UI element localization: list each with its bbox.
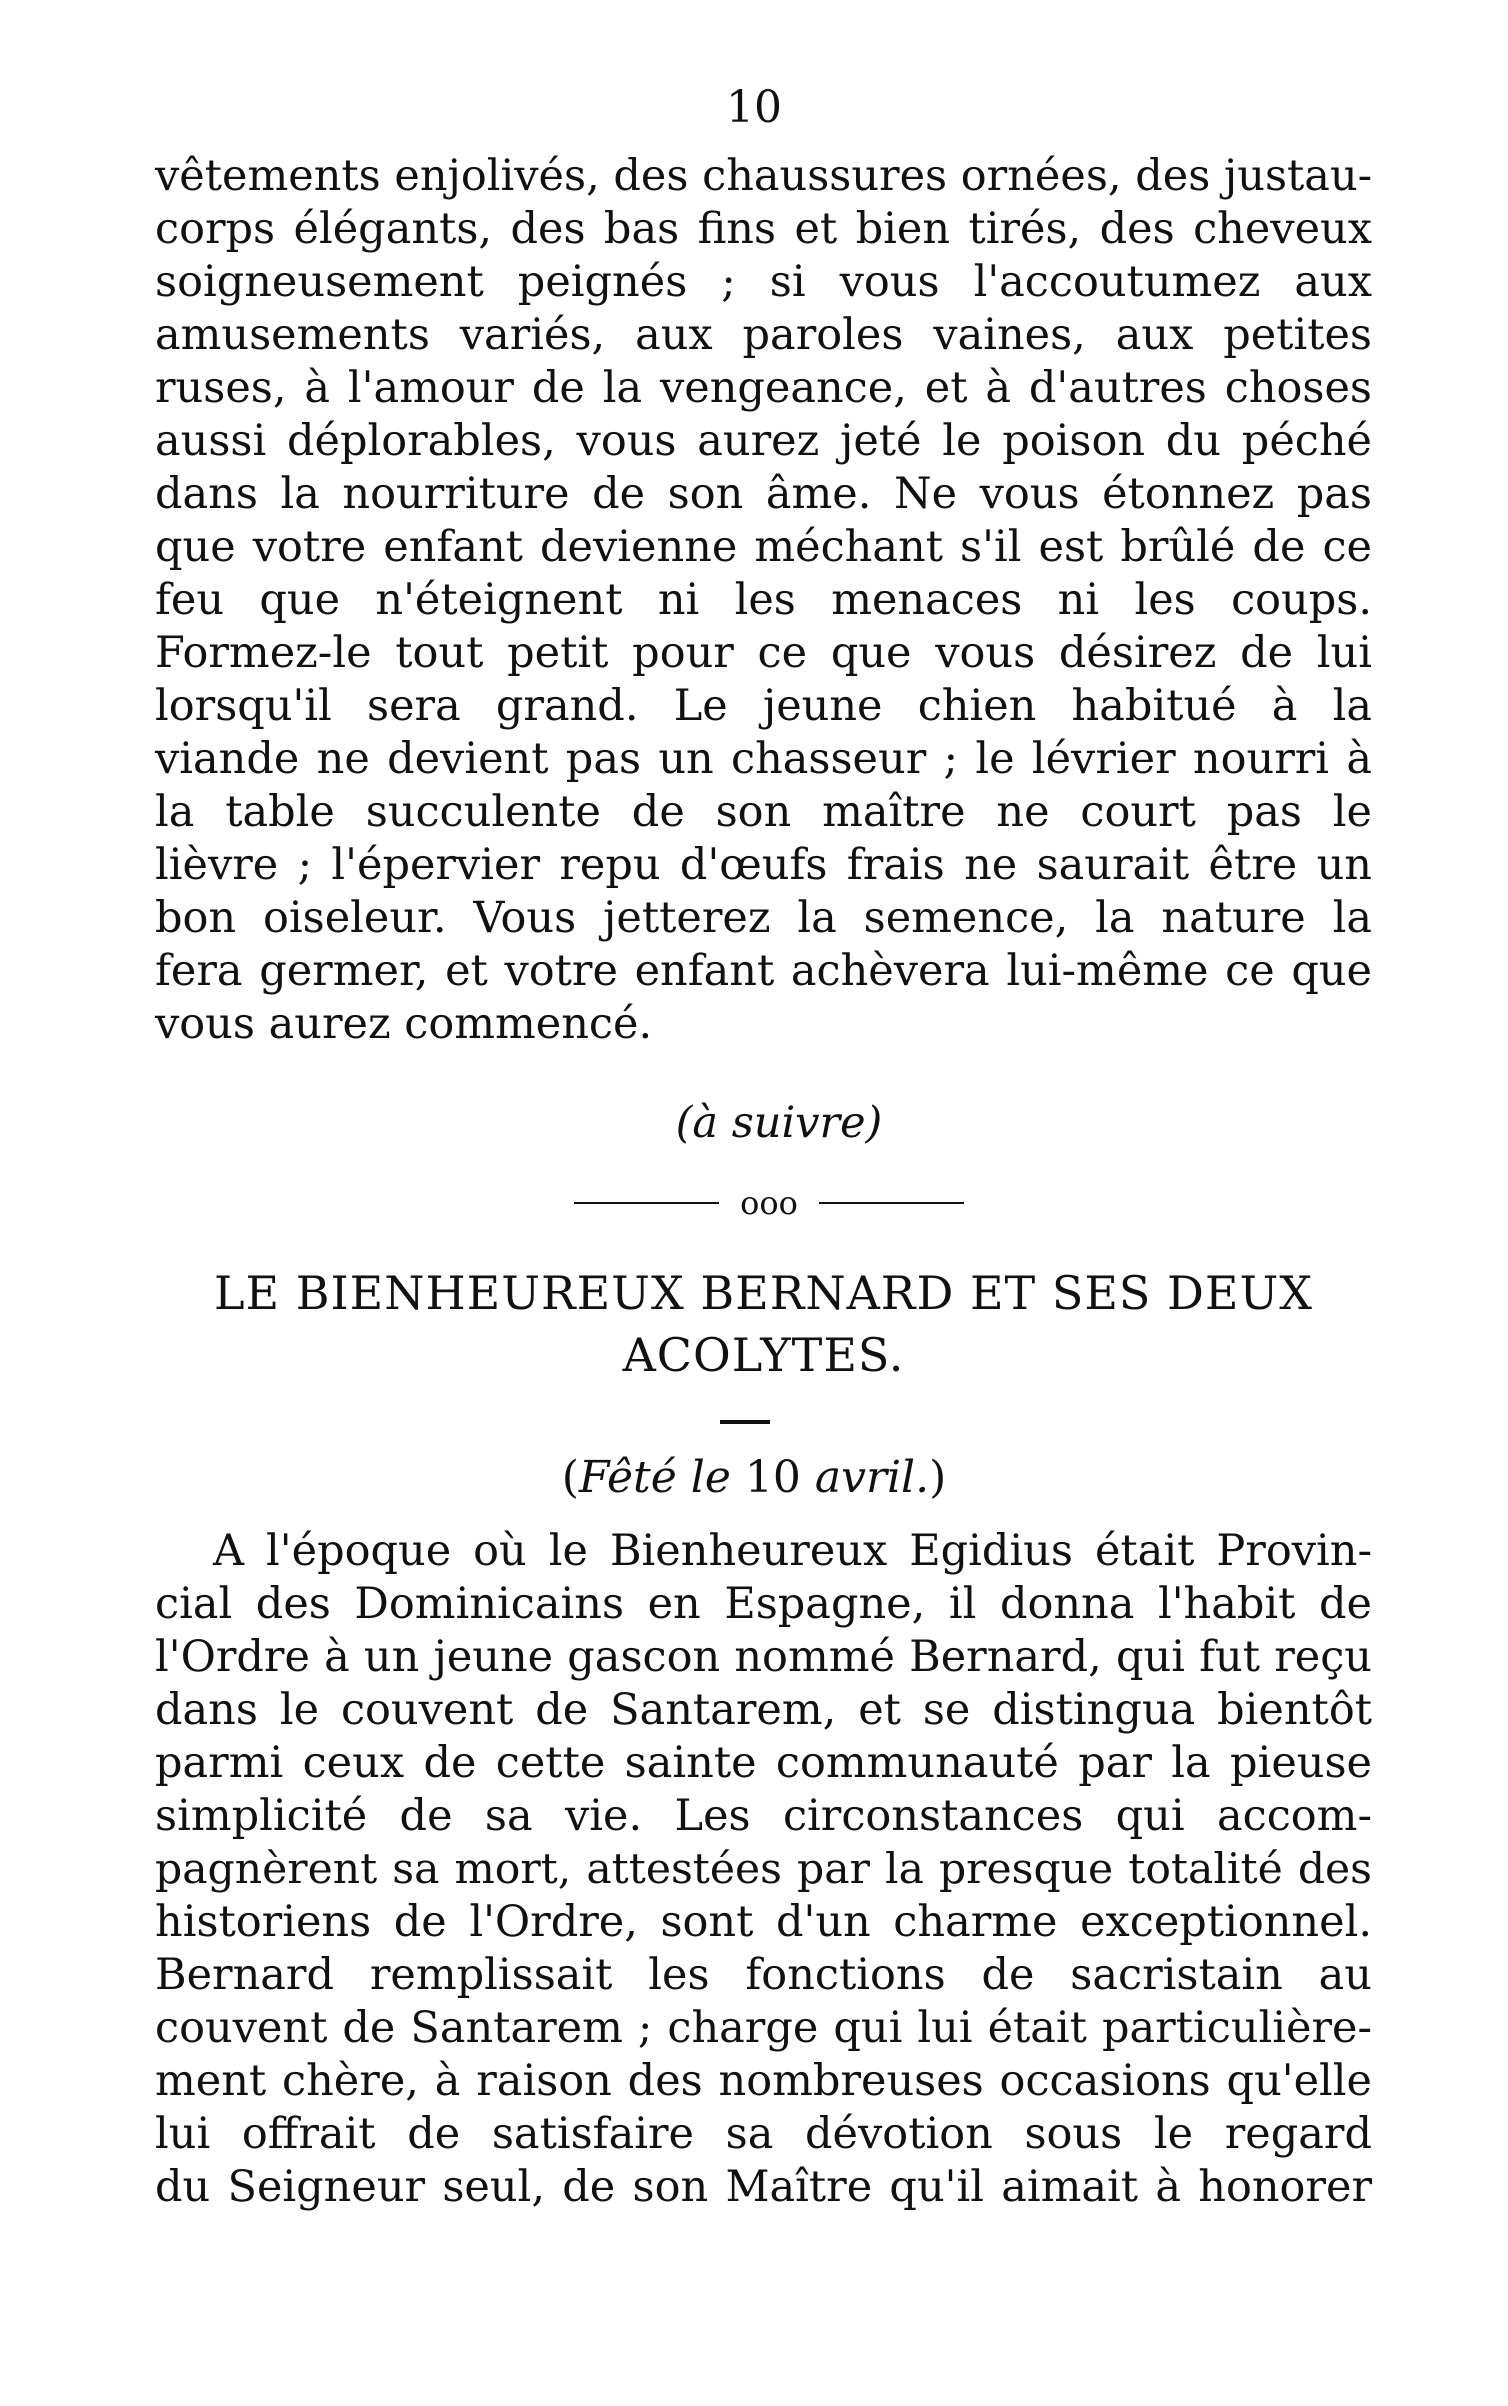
text-line: parmi ceux de cette sainte communauté par la pieuse <box>155 1738 1372 1788</box>
text-line: lorsqu'il sera grand. Le jeune chien habitué à la <box>155 681 1372 731</box>
feast-day-number: 10 <box>744 1452 801 1503</box>
text-line: Bernard remplissait les fonctions de sacristain au <box>155 1950 1372 2000</box>
section-separator <box>574 1183 964 1223</box>
separator-mark: ooo <box>740 1184 798 1222</box>
heading-line: LE BIENHEUREUX BERNARD ET SES DEUX <box>213 1266 1314 1320</box>
text-line: viande ne devient pas un chasseur ; le lévrier nourri à <box>155 734 1372 784</box>
text-line: cial des Dominicains en Espagne, il donna l'habit de <box>155 1579 1372 1629</box>
feast-label: Fêté le <box>578 1452 731 1503</box>
chapter-heading <box>155 1262 1372 1386</box>
text-line: que votre enfant devienne méchant s'il est brûlé de ce <box>155 522 1372 572</box>
text-line: amusements variés, aux paroles vaines, aux petites <box>155 310 1372 360</box>
text-line: lièvre ; l'épervier repu d'œufs frais ne saurait être un <box>155 840 1372 890</box>
text-line: l'Ordre à un jeune gascon nommé Bernard, qui fut reçu <box>155 1632 1372 1682</box>
text-line: dans le couvent de Santarem, et se distingua bientôt <box>155 1685 1372 1735</box>
text-line: historiens de l'Ordre, sont d'un charme exceptionnel. <box>155 1897 1372 1947</box>
heading-line: ACOLYTES. <box>622 1328 905 1382</box>
text-line: vêtements enjolivés, des chaussures ornées, des justau- <box>155 151 1373 201</box>
text-line: ruses, à l'amour de la vengeance, et à d'autres choses <box>155 363 1372 413</box>
feast-open-paren: ( <box>561 1452 579 1503</box>
feast-day <box>0 1448 1508 1508</box>
to-be-continued-note: (à suivre) <box>675 1098 883 1148</box>
text-line: feu que n'éteignent ni les menaces ni les coups. <box>155 575 1372 625</box>
text-line: couvent de Santarem ; charge qui lui était particulière- <box>155 2003 1372 2053</box>
text-line: soigneusement peignés ; si vous l'accoutumez aux <box>155 257 1372 307</box>
heading-dash-divider <box>720 1420 770 1424</box>
text-line: lui offrait de satisfaire sa dévotion sous le regard <box>155 2109 1372 2159</box>
text-line: simplicité de sa vie. Les circonstances qui accom- <box>155 1791 1372 1841</box>
text-line: Formez-le tout petit pour ce que vous désirez de lui <box>155 628 1372 678</box>
separator-rule-right <box>819 1202 964 1204</box>
text-line: dans la nourriture de son âme. Ne vous étonnez pas <box>155 469 1372 519</box>
paragraph-continued <box>155 150 1372 1051</box>
text-line: vous aurez commencé. <box>155 999 653 1049</box>
text-line: du Seigneur seul, de son Maître qu'il aimait à honorer <box>155 2162 1372 2212</box>
text-line: la table succulente de son maître ne court pas le <box>155 787 1372 837</box>
text-line: ment chère, à raison des nombreuses occasions qu'elle <box>155 2056 1372 2106</box>
separator-rule-left <box>574 1202 719 1204</box>
paragraph-bernard <box>155 1525 1372 2214</box>
text-line: corps élégants, des bas fins et bien tirés, des cheveux <box>155 204 1372 254</box>
page-number: 10 <box>726 82 782 133</box>
text-line: fera germer, et votre enfant achèvera lui-même ce que <box>155 946 1372 996</box>
text-line: aussi déplorables, vous aurez jeté le poison du péché <box>155 416 1372 466</box>
text-line: bon oiseleur. Vous jetterez la semence, la nature la <box>155 893 1372 943</box>
text-line: A l'époque où le Bienheureux Egidius était Provin- <box>213 1526 1372 1576</box>
feast-month: avril. <box>814 1452 930 1503</box>
feast-close-paren: ) <box>929 1452 947 1503</box>
text-line: pagnèrent sa mort, attestées par la presque totalité des <box>155 1845 1372 1894</box>
